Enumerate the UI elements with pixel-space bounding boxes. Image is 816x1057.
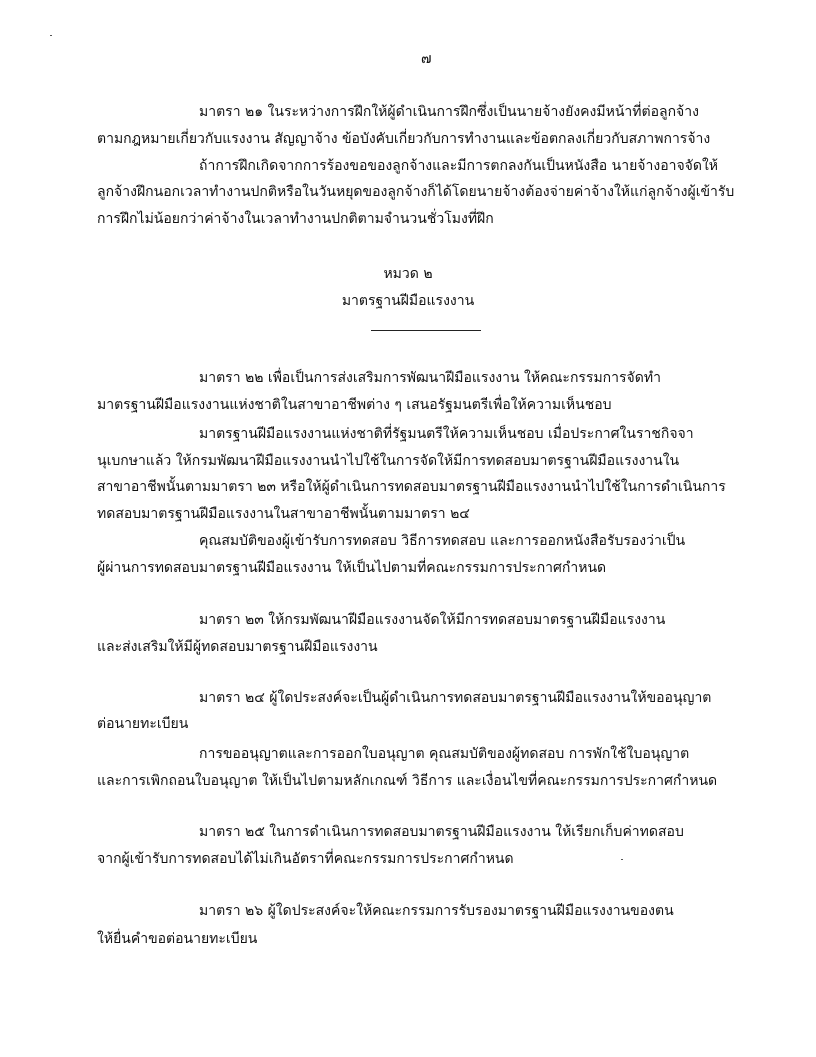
section-23-line-2: และส่งเสริมให้มีผู้ทดสอบมาตรฐานฝีมือแรงงาน — [97, 639, 378, 655]
section-22-para2-line-1: มาตรฐานฝีมือแรงงานแห่งชาติที่รัฐมนตรีให้ความเห็นชอบ เมื่อประกาศในราชกิจจา — [199, 426, 694, 442]
page-number: ๗ — [421, 51, 432, 67]
section-21-para2-line-2: ลูกจ้างฝึกนอกเวลาทำงานปกติหรือในวันหยุดของลูกจ้างก็ได้โดยนายจ้างต้องจ่ายค่าจ้างให้แก่ลูกจ้างผู้เข้ารับ — [97, 184, 735, 200]
scan-speck — [621, 859, 623, 860]
chapter-number: หมวด ๒ — [383, 266, 433, 282]
section-22-para3-line-1: คุณสมบัติของผู้เข้ารับการทดสอบ วิธีการทดสอบ และการออกหนังสือรับรองว่าเป็น — [199, 533, 686, 549]
section-22-para2-line-3: สาขาอาชีพนั้นตามมาตรา ๒๓ หรือให้ผู้ดำเนินการทดสอบมาตรฐานฝีมือแรงงานนำไปใช้ในการดำเนินการ — [97, 479, 726, 495]
section-21-para2-line-1: ถ้าการฝึกเกิดจากการร้องขอของลูกจ้างและมีการตกลงกันเป็นหนังสือ นายจ้างอาจจัดให้ — [199, 158, 719, 174]
section-23-line-1: มาตรา ๒๓ ให้กรมพัฒนาฝีมือแรงงานจัดให้มีการทดสอบมาตรฐานฝีมือแรงงาน — [199, 612, 666, 628]
section-25-line-1: มาตรา ๒๕ ในการดำเนินการทดสอบมาตรฐานฝีมือแรงงาน ให้เรียกเก็บค่าทดสอบ — [199, 824, 684, 840]
section-21-para2-line-3: การฝึกไม่น้อยกว่าค่าจ้างในเวลาทำงานปกติตามจำนวนชั่วโมงที่ฝึก — [97, 211, 494, 227]
section-24-para2-line-1: การขออนุญาตและการออกใบอนุญาต คุณสมบัติของผู้ทดสอบ การพักใช้ใบอนุญาต — [199, 746, 690, 762]
chapter-title: มาตรฐานฝีมือแรงงาน — [341, 293, 475, 309]
section-24-line-2: ต่อนายทะเบียน — [97, 716, 189, 732]
section-26-line-1: มาตรา ๒๖ ผู้ใดประสงค์จะให้คณะกรรมการรับรองมาตรฐานฝีมือแรงงานของตน — [199, 903, 674, 919]
scan-speck — [50, 35, 52, 36]
chapter-underline — [371, 330, 481, 331]
section-22-para3-line-2: ผู้ผ่านการทดสอบมาตรฐานฝีมือแรงงาน ให้เป็นไปตามที่คณะกรรมการประกาศกำหนด — [97, 560, 607, 576]
section-21-line-1: มาตรา ๒๑ ในระหว่างการฝึกให้ผู้ดำเนินการฝึกซึ่งเป็นนายจ้างยังคงมีหน้าที่ต่อลูกจ้าง — [199, 104, 699, 120]
section-21-line-2: ตามกฎหมายเกี่ยวกับแรงงาน สัญญาจ้าง ข้อบังคับเกี่ยวกับการทำงานและข้อตกลงเกี่ยวกับสภาพการจ้าง — [97, 131, 711, 147]
section-24-para2-line-2: และการเพิกถอนใบอนุญาต ให้เป็นไปตามหลักเกณฑ์ วิธีการ และเงื่อนไขที่คณะกรรมการประกาศกำหนด — [97, 773, 718, 789]
section-24-line-1: มาตรา ๒๔ ผู้ใดประสงค์จะเป็นผู้ดำเนินการทดสอบมาตรฐานฝีมือแรงงานให้ขออนุญาต — [199, 690, 712, 706]
section-22-line-1: มาตรา ๒๒ เพื่อเป็นการส่งเสริมการพัฒนาฝีมือแรงงาน ให้คณะกรรมการจัดทำ — [199, 370, 661, 386]
section-22-para2-line-4: ทดสอบมาตรฐานฝีมือแรงงานในสาขาอาชีพนั้นตามมาตรา ๒๔ — [97, 506, 470, 522]
section-25-line-2: จากผู้เข้ารับการทดสอบได้ไม่เกินอัตราที่คณะกรรมการประกาศกำหนด — [97, 851, 514, 867]
section-26-line-2: ให้ยื่นคำขอต่อนายทะเบียน — [97, 931, 258, 947]
section-22-line-2: มาตรฐานฝีมือแรงงานแห่งชาติในสาขาอาชีพต่าง ๆ เสนอรัฐมนตรีเพื่อให้ความเห็นชอบ — [97, 397, 612, 413]
section-22-para2-line-2: นุเบกษาแล้ว ให้กรมพัฒนาฝีมือแรงงานนำไปใช้ในการจัดให้มีการทดสอบมาตรฐานฝีมือแรงงานใน — [97, 453, 680, 469]
